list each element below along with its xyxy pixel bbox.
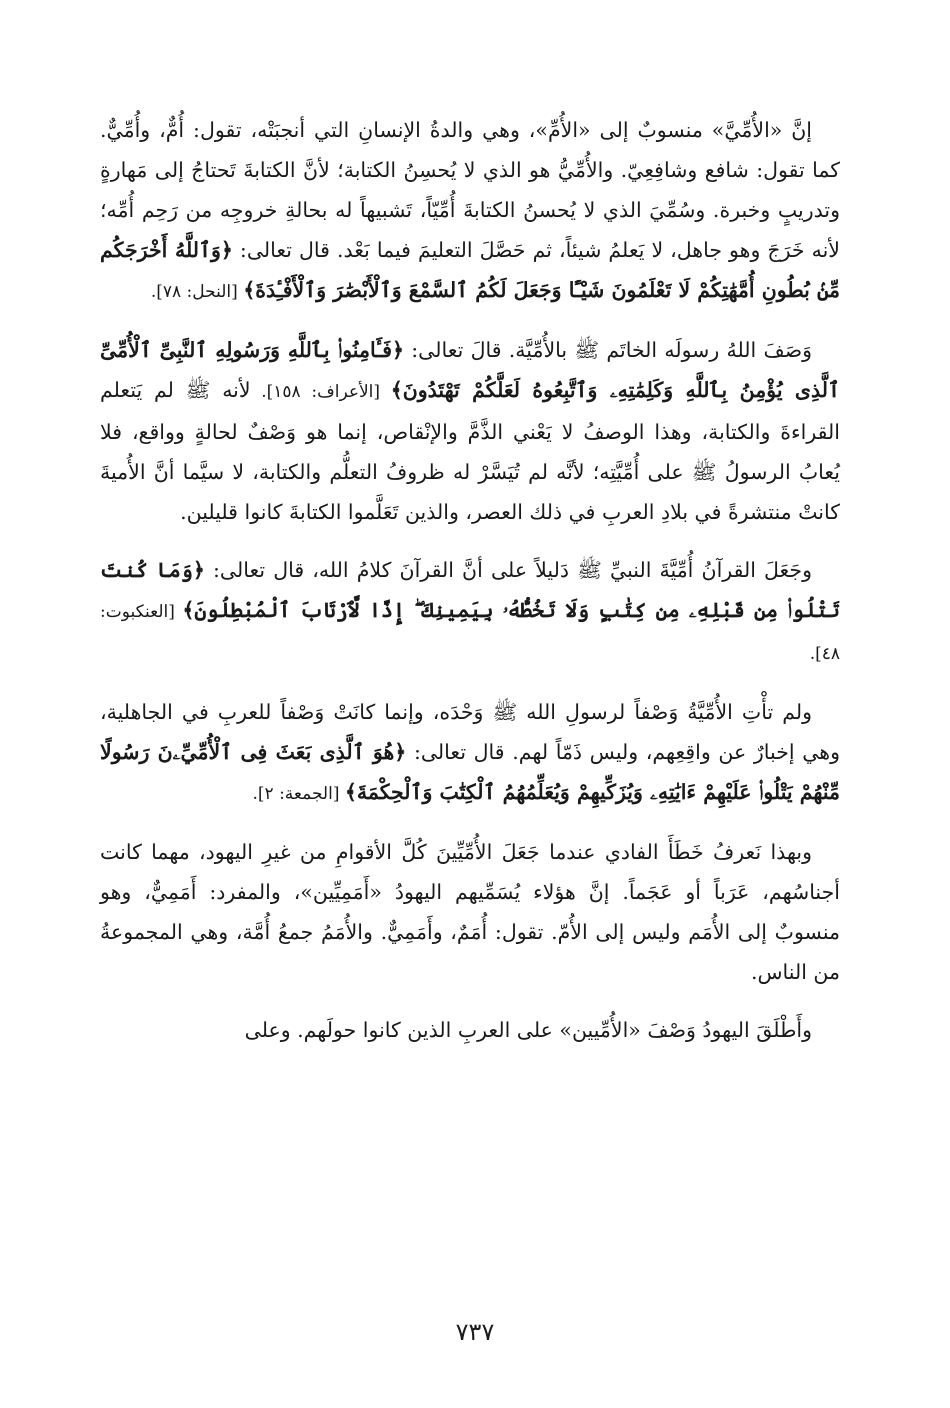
paragraph-quran-proof (100, 550, 840, 674)
paragraph-text: وَصَفَ اللهُ رسولَه الخاتَم ﷺ بالأُمِّيَّة. قالَ تعالى: (404, 338, 813, 362)
page-body (100, 110, 840, 1060)
page-number: ٧٣٧ (455, 1318, 495, 1346)
verse-reference: [العنكبوت: ٤٨]. (100, 602, 840, 664)
paragraph-ummi-definition (100, 110, 840, 312)
paragraph-fadi-error (100, 832, 840, 992)
verse-reference: [الجمعة: ٢]. (252, 784, 345, 804)
quran-verse-al-ankabut: ﴿وَمَا كُنتَ تَتْلُوا۟ مِن قَبْلِهِۦ مِن كِتَٰبٍ وَلَا تَخُطُّهُۥ بِيَمِينِكَ ۖ إِذًا لَّٱرْتَابَ ٱلْمُبْطِلُونَ﴾ (100, 558, 840, 622)
paragraph-text: ولم تأْتِ الأُمِّيَّةُ وَصْفاً لرسولِ الله ﷺ وَحْدَه، وإنما كانَتْ وَصْفاً للعربِ في الجاهلية، وهي إخبارٌ عن واقِعِهم، وليس ذَمّاً لهم. قال تعالى: (100, 700, 840, 764)
paragraph-text: لأنه ﷺ لم يَتعلم القراءةَ والكتابة، وهذا الوصفُ لا يَعْني الذَّمَّ والإنْقاص، إنما هو وَصْفٌ لحالةٍ وواقع، فلا يُعابُ الرسولُ ﷺ على أُمِّيَّتِه؛ لأنَّه لم تُيَسَّرْ له ظروفُ التعلُّم والكتابة، لا سيَّما أنَّ الأُميةَ كانتْ منتشرةً في بلادِ العربِ في ذلك العصر، والذين تَعَلَّموا الكتابةَ كانوا قليلين. (100, 378, 840, 524)
paragraph-text: إنَّ «الأُمِّيَّ» منسوبٌ إلى «الأُمِّ»، وهي والدةُ الإنسانِ التي أنجبَتْه، تقول: أُمٌّ، وأُمِّيٌّ. كما تقول: شافع وشافِعِيّ. والأُمِّيُّ هو الذي لا يُحسِنُ الكتابة؛ لأنَّ الكتابةَ تَحتاجُ إلى مَهارةٍ وتدريبٍ وخبرة. وسُمِّيَ الذي لا يُحسنُ الكتابةَ أُمِّيّاً، تَشبيهاً له بحالةِ خروجِه من رَحِم أُمِّه؛ لأنه خَرَجَ وهو جاهل، لا يَعلمُ شيئاً، ثم حَصَّلَ التعليمَ فيما بَعْد. قال تعالى: (100, 118, 840, 262)
paragraph-jews-description (100, 1010, 840, 1050)
verse-reference: [النحل: ٧٨]. (150, 282, 244, 302)
paragraph-text: وأَطْلَقَ اليهودُ وَصْفَ «الأُمِّيين» على العربِ الذين كانوا حولَهم. وعلى (244, 1018, 812, 1042)
paragraph-text: وبهذا نَعرفُ خَطَأَ الفادي عندما جَعَلَ الأُمِّيِّينَ كُلَّ الأقوامِ من غيرِ اليهود، مهما كانت أجناسُهم، عَرَباً أو عَجَماً. إنَّ هؤلاء يُسَمِّيهم اليهودُ «أَمَمِيِّين»، والمفرد: أَمَمِيٌّ، وهو منسوبٌ إلى الأُمَم وليس إلى الأُمّ. تقول: أُمَمٌ، وأَمَمِيٌّ. والأُمَمُ جمعُ أُمَّة، وهي المجموعةُ من الناس. (100, 840, 840, 984)
paragraph-arabs-description (100, 692, 840, 814)
paragraph-prophet-description (100, 330, 840, 532)
paragraph-text: وجَعَلَ القرآنُ أُمِّيَّةَ النبيِّ ﷺ دَليلاً على أنَّ القرآنَ كلامُ الله، قال تعالى: (204, 558, 813, 582)
verse-reference: [الأعراف: ١٥٨]. (250, 382, 391, 402)
quran-verse-al-araf: ﴿فَـَٔامِنُوا۟ بِٱللَّهِ وَرَسُولِهِ ٱلنَّبِىِّ ٱلْأُمِّىِّ ٱلَّذِى يُؤْمِنُ بِٱللَّهِ وَكَلِمَٰتِهِۦ وَٱتَّبِعُوهُ لَعَلَّكُمْ تَهْتَدُونَ﴾ (100, 338, 840, 402)
quran-verse-al-jumuah: ﴿هُوَ ٱلَّذِى بَعَثَ فِى ٱلْأُمِّيِّۦنَ رَسُولًا مِّنْهُمْ يَتْلُوا۟ عَلَيْهِمْ ءَايَٰتِهِۦ وَيُزَكِّيهِمْ وَيُعَلِّمُهُمُ ٱلْكِتَٰبَ وَٱلْحِكْمَةَ﴾ (100, 740, 840, 804)
quran-verse-an-nahl: ﴿وَٱللَّهُ أَخْرَجَكُم مِّنۢ بُطُونِ أُمَّهَٰتِكُمْ لَا تَعْلَمُونَ شَيْـًٔا وَجَعَلَ لَكُمُ ٱلسَّمْعَ وَٱلْأَبْصَٰرَ وَٱلْأَفْـِٔدَةَ﴾ (100, 238, 840, 302)
